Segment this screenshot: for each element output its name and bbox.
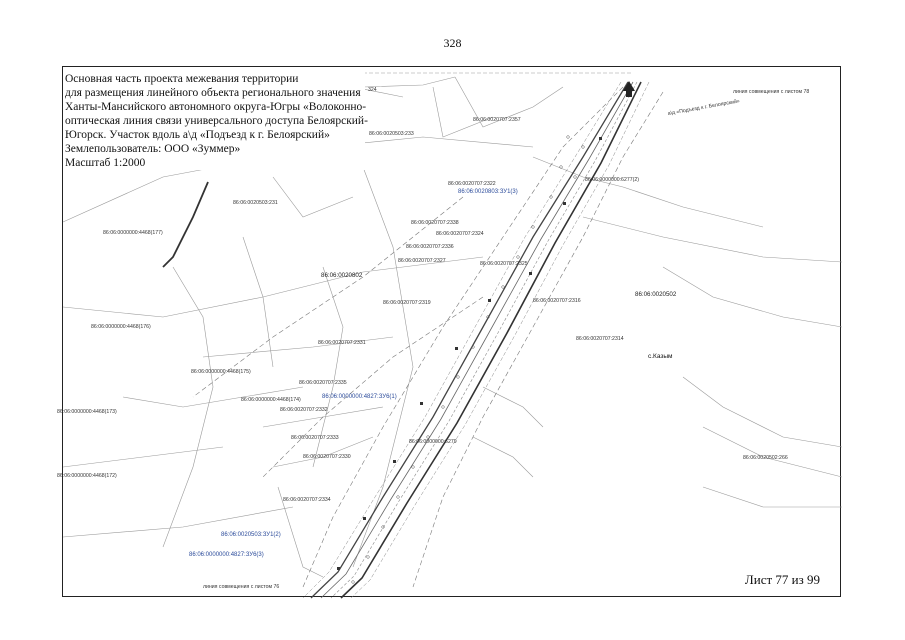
parcel-label: 86:06:0020707:2357 <box>473 117 521 123</box>
map-sheet-frame <box>57 66 841 597</box>
parcel-label: 86:06:0000000:4468(175) <box>191 369 251 375</box>
parcel-label: 86:06:0000000:4468(177) <box>103 230 163 236</box>
page-number: 328 <box>443 36 462 50</box>
structure-markers <box>337 137 602 570</box>
title-line: для размещения линейного объекта регионального значения <box>65 87 361 99</box>
parcel-label: 86:06:0020707:2336 <box>406 244 454 250</box>
parcel-label: 86:06:0000000:4468(172) <box>57 473 117 479</box>
title-block <box>65 72 368 170</box>
district-boundary <box>163 182 208 267</box>
zu-label: 86:06:0000000:4827:ЗУ6(1) <box>322 394 397 400</box>
zu-label: 86:06:0000000:4827:ЗУ6(3) <box>189 552 264 558</box>
parcel-label: 86:06:0020707:2319 <box>383 300 431 306</box>
quarter-label: 86:06:0020802 <box>321 272 363 279</box>
zu-label: 86:06:0020503:ЗУ1(2) <box>221 532 281 538</box>
parcel-label: 86:06:0020707:2335 <box>299 380 347 386</box>
parcel-label: 86:06:0020707:2333 <box>291 435 339 441</box>
boundary-label: линия совмещения с листом 76 <box>203 584 280 590</box>
parcel-label: 86:06:0000000:4468(173) <box>57 409 117 415</box>
sheet-number-label: Лист 77 из 99 <box>744 572 820 587</box>
title-line: оптическая линия связи универсального доступа Белоярский- <box>65 115 368 127</box>
parcel-label: 86:06:0020707:2334 <box>283 497 331 503</box>
title-line: Основная часть проекта межевания территории <box>65 73 299 85</box>
quarter-label: 86:06:0020502:266 <box>743 455 788 461</box>
parcel-label: 86:06:0020707:2324 <box>436 231 484 237</box>
boundary-label: линия совмещения с листом 78 <box>733 89 810 95</box>
parcel-label: 86:06:0020707:2325 <box>480 261 528 267</box>
survey-points <box>352 136 585 584</box>
zu-label: 86:06:0020803:ЗУ1(3) <box>458 189 518 195</box>
landholder-line: Землепользователь: ООО «Зуммер» <box>65 143 241 155</box>
parcel-label: 86:06:0020707:2330 <box>303 454 351 460</box>
parcel-label: 86:06:0020707:2314 <box>576 336 624 342</box>
parcel-label: 86:06:0020707:2316 <box>533 298 581 304</box>
title-line: Югорск. Участок вдоль а\д «Подъезд к г. Белоярский» <box>65 129 330 141</box>
road-label: а\д «Подъезд к г. Белоярский» <box>667 98 741 117</box>
north-arrow-icon <box>623 81 635 97</box>
scale-line: Масштаб 1:2000 <box>65 157 146 169</box>
quarter-label: 86:06:0020503:233 <box>369 131 414 137</box>
title-line: Ханты-Мансийского автономного округа-Югры «Волоконно- <box>65 101 367 113</box>
place-name: с.Казым <box>648 353 673 360</box>
parcel-label: 86:06:0020707:2331 <box>318 340 366 346</box>
parcel-label: 86:06:0020707:2332 <box>280 407 328 413</box>
quarter-label: 86:06:0020502 <box>635 291 677 298</box>
parcel-label: 86:06:0020707:2322 <box>448 181 496 187</box>
parcel-label: 86:06:0000000:4468(174) <box>241 397 301 403</box>
parcel-label: 86:06:0000000:6277(2) <box>585 177 639 183</box>
parcel-label: 86:06:0000000:6279 <box>409 439 457 445</box>
quarter-label: 86:06:0020503:231 <box>233 200 278 206</box>
parcel-label: 86:06:0020707:2327 <box>398 258 446 264</box>
parcel-label: 324 <box>368 87 377 93</box>
parcel-label: 86:06:0020707:2338 <box>411 220 459 226</box>
parcel-label: 86:06:0000000:4468(176) <box>91 324 151 330</box>
